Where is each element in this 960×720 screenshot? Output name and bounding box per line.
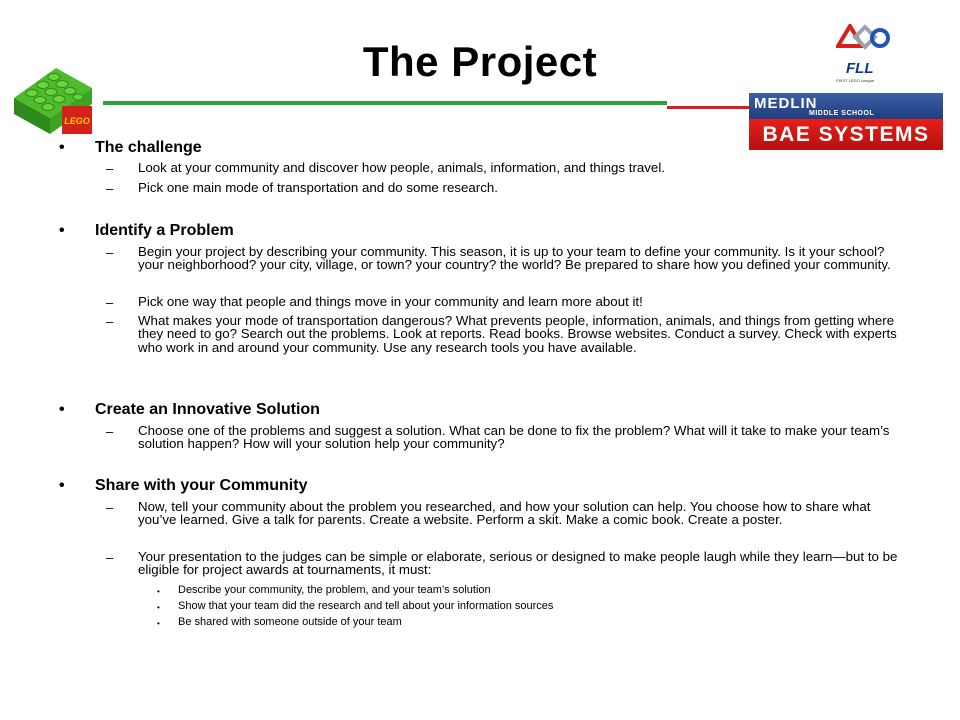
section-heading-solution: Create an Innovative Solution xyxy=(95,401,320,418)
section-heading-challenge: The challenge xyxy=(95,139,202,156)
lego-logo-text: LEGO xyxy=(64,116,90,126)
bullet: • xyxy=(59,139,65,156)
list-item: Look at your community and discover how people, animals, information, and things travel. xyxy=(138,160,665,175)
bullet: • xyxy=(59,477,65,494)
list-item: Pick one way that people and things move in your community and learn more about it! xyxy=(138,294,643,309)
list-item: Your presentation to the judges can be simple or elaborate, serious or designed to make people laugh while they learn—but to be eligible for project awards at tournaments, it must: xyxy=(138,549,898,578)
fll-logo-text: FLL xyxy=(846,60,874,77)
bullet: • xyxy=(59,222,65,239)
sub-list-item: Describe your community, the problem, and your team’s solution xyxy=(178,584,491,596)
dash: – xyxy=(106,424,114,439)
dash: – xyxy=(106,181,114,196)
section-heading-problem: Identify a Problem xyxy=(95,222,234,239)
sub-list-item: Be shared with someone outside of your team xyxy=(178,616,402,628)
dash: – xyxy=(106,245,114,260)
sub-list-item: Show that your team did the research and tell about your information sources xyxy=(178,600,554,612)
page-title: The Project xyxy=(362,38,598,85)
section-heading-share: Share with your Community xyxy=(95,477,308,494)
dash: – xyxy=(106,500,114,515)
bullet: • xyxy=(59,401,65,418)
list-item: Now, tell your community about the problem you researched, and how your solution can help. You choose how to share what you’ve learned. Give a talk for parents. Create a website. Perform a skit. Make a comic book. Create a poster. xyxy=(138,499,871,528)
sub-bullet: • xyxy=(157,603,160,612)
fll-logo-subtext: FIRST LEGO League xyxy=(836,78,875,83)
list-item: What makes your mode of transportation dangerous? What prevents people, information, animals, and things from getting where they need to go? Search out the problems. Look at reports. Read books. Browse websites. Conduct a survey. Check with experts who work in and around your community. Use any research tools you have available. xyxy=(138,313,897,355)
medlin-subtitle: MIDDLE SCHOOL xyxy=(809,110,875,117)
list-item: Pick one main mode of transportation and do some research. xyxy=(138,180,498,195)
dash: – xyxy=(106,550,114,565)
dash: – xyxy=(106,295,114,310)
list-item: Choose one of the problems and suggest a solution. What can be done to fix the problem? What will it take to make your team’s solution happen? How will your solution help your community? xyxy=(138,423,890,452)
bae-systems-logo: BAE SYSTEMS xyxy=(749,119,943,150)
dash: – xyxy=(106,314,114,329)
medlin-name: MEDLIN xyxy=(754,95,818,112)
sub-bullet: • xyxy=(157,619,160,628)
sub-bullet: • xyxy=(157,587,160,596)
list-item: Begin your project by describing your community. This season, it is up to your team to define your community. Is it your school? your neighborhood? your city, village, or town? your country? the world? Be prepared to share how you defined your community. xyxy=(138,244,891,273)
dash: – xyxy=(106,161,114,176)
